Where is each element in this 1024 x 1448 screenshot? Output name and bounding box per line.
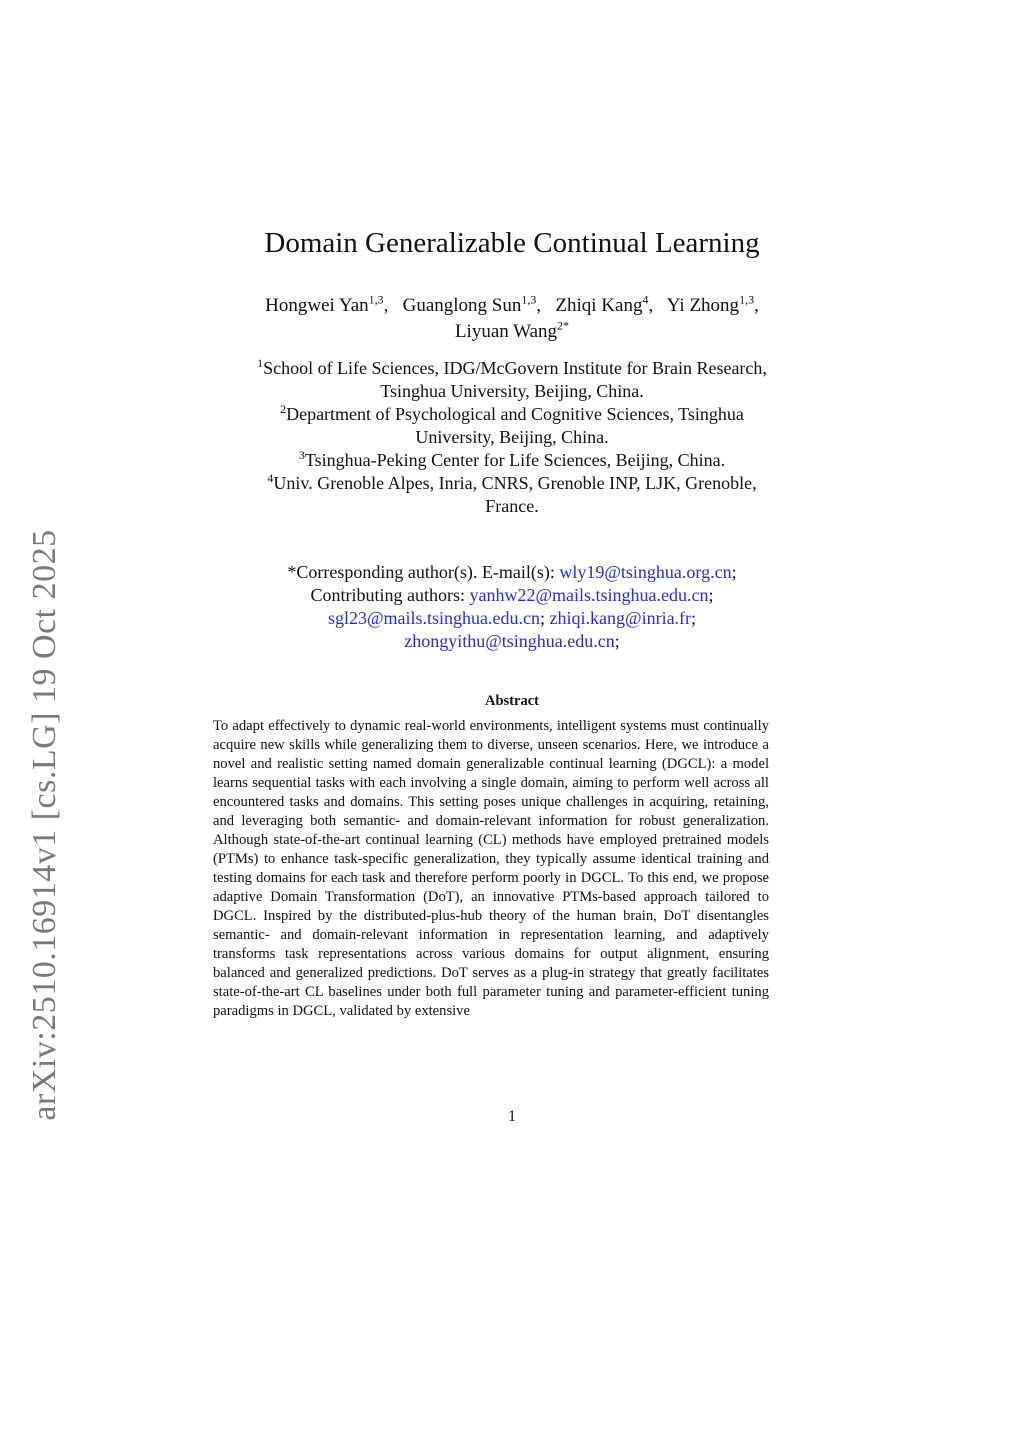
email-link[interactable]: zhiqi.kang@inria.fr (549, 608, 692, 628)
author-name: Liyuan Wang$^{2*}$ (454, 318, 570, 342)
author-affil-sup: 1,3 (521, 292, 537, 307)
corresponding-email-link[interactable]: wly19@tsinghua.org.cn (559, 562, 732, 582)
author-list (0, 293, 1024, 345)
affiliation-line: Tsinghua University, Beijing, China. (380, 381, 644, 401)
email-link[interactable]: zhongyithu@tsinghua.edu.cn (404, 631, 615, 651)
affiliation-list (0, 357, 1024, 518)
author-name: Yi Zhong$^{1,3}$, (666, 292, 759, 316)
contributing-label: Contributing authors: (310, 585, 470, 605)
affiliation-line: $^4$Univ. Grenoble Alpes, Inria, CNRS, Grenoble INP, LJK, Grenoble, (267, 471, 757, 493)
corresponding-label: *Corresponding author(s). E-mail(s): (287, 562, 560, 582)
arxiv-identifier[interactable]: arXiv:2510.16914v1 [cs.LG] 19 Oct 2025 (26, 529, 63, 1121)
author-name: Guanglong Sun$^{1,3}$, (402, 292, 542, 316)
author-affil-sup: 2* (557, 318, 570, 333)
abstract-text: To adapt effectively to dynamic real-world environments, intelligent systems must continually acquire new skills while generalizing them to diverse, unseen scenarios. Here, we introduce a novel and realistic setting named domain generalizable continual learning (DGCL): a model learns sequential tasks with each involving a single domain, aiming to perform well across all encountered tasks and domains. This setting poses unique challenges in acquiring, retaining, and leveraging both semantic- and domain-relevant information for robust generalization. Although state-of-the-art continual learning (CL) methods have employed pretrained models (PTMs) to enhance task-specific generalization, they typically assume identical training and testing domains for each task and therefore perform poorly in DGCL. To this end, we propose adaptive Domain Transformation (DoT), an innovative PTMs-based approach tailored to DGCL. Inspired by the distributed-plus-hub theory of the human brain, DoT disentangles semantic- and domain-relevant information in representation learning, and adaptively transforms task representations across various domains for output alignment, ensuring balanced and generalized predictions. DoT serves as a plug-in strategy that greatly facilitates state-of-the-art CL baselines under both full parameter tuning and parameter-efficient tuning paradigms in DGCL, validated by extensive (213, 718, 769, 1019)
paper-title: Domain Generalizable Continual Learning (264, 227, 760, 259)
affiliation-line: University, Beijing, China. (415, 427, 609, 447)
author-name: Hongwei Yan$^{1,3}$, (265, 292, 389, 316)
author-affil-sup: 1,3 (739, 292, 755, 307)
contact-block: *Corresponding author(s). E-mail(s): wly19@tsinghua.org.cn; Contributing authors: yanhw22@mails.tsinghua.edu.cn; sgl23@mails.tsinghua.edu.cn; zhiqi.kang@inria.fr; zhongyithu@tsinghua.edu.cn; (287, 562, 737, 651)
author-affil-sup: 4 (642, 292, 649, 307)
affiliation-line: $^1$School of Life Sciences, IDG/McGovern Institute for Brain Research, (257, 356, 767, 378)
affiliation-line: France. (485, 496, 539, 516)
page-number: 1 (508, 1108, 516, 1125)
abstract-heading: Abstract (485, 693, 539, 709)
affiliation-line: $^3$Tsinghua-Peking Center for Life Sciences, Beijing, China. (298, 448, 726, 470)
author-name: Zhiqi Kang$^4$, (555, 292, 654, 316)
email-link[interactable]: yanhw22@mails.tsinghua.edu.cn (469, 585, 709, 605)
author-affil-sup: 1,3 (368, 292, 384, 307)
affiliation-line: $^2$Department of Psychological and Cognitive Sciences, Tsinghua (280, 402, 744, 424)
email-link[interactable]: sgl23@mails.tsinghua.edu.cn (327, 608, 540, 628)
